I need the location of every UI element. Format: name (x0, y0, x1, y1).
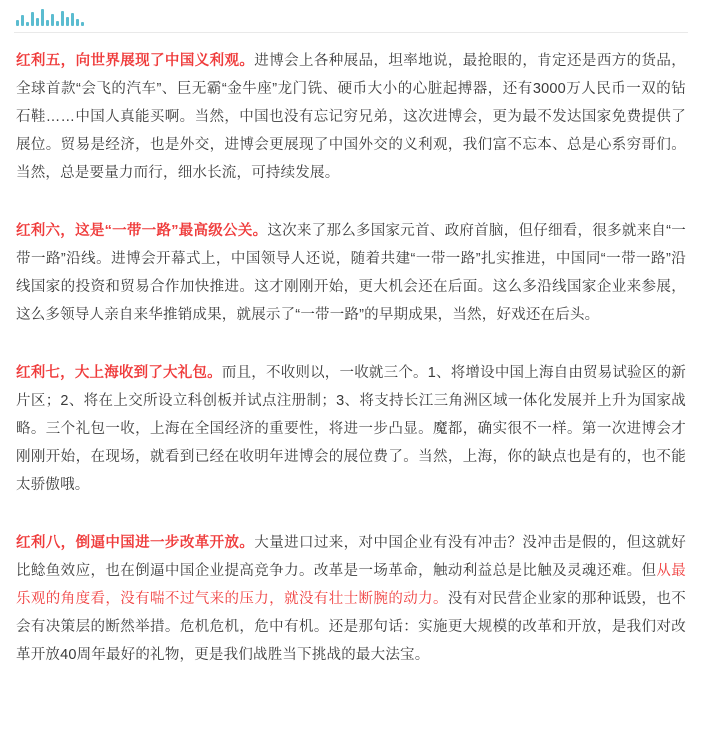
paragraph-8-heading: 红利八，倒逼中国进一步改革开放。 (16, 535, 255, 551)
paragraph-7 (16, 359, 686, 499)
paragraph-6 (16, 217, 686, 329)
paragraph-7-body: 而且，不收则以，一收就三个。1、将增设中国上海自由贸易试验区的新片区；2、将在上交所设立科创板并试点注册制；3、将支持长江三角洲区域一体化发展并上升为国家战略。三个礼包一收，上海在全国经济的重要性，将进一步凸显。魔都，确实很不一样。第一次进博会才刚刚开始，在现场，就看到已经在收明年进博会的展位费了。当然，上海，你的缺点也是有的，也不能太骄傲哦。 (16, 365, 686, 493)
paragraph-8 (16, 529, 686, 669)
header-bar (14, 0, 688, 28)
paragraph-5-body: 进博会上各种展品，坦率地说，最抢眼的，肯定还是西方的货品，全球首款“会飞的汽车”、巨无霸“金牛座”龙门铣、硬币大小的心脏起搏器，还有3000万人民币一双的钻石鞋……中国人真能买啊。当然，中国也没有忘记穷兄弟，这次进博会，更为最不发达国家免费提供了展位。贸易是经济，也是外交，进博会更展现了中国外交的义利观，我们富不忘本、总是心系穷哥们。当然，总是要量力而行，细水长流，可持续发展。 (16, 53, 686, 181)
article-body (14, 47, 688, 669)
paragraph-8-body-part-2: 没有对民营企业家的那种诋毁，也不会有决策层的断然举措。危机危机，危中有机。还是那句话：实施更大规模的改革和开放，是我们对改革开放40周年最好的礼物，更是我们战胜当下挑战的最大法宝。 (16, 591, 686, 663)
audio-equalizer-icon (16, 6, 84, 26)
paragraph-6-heading: 红利六，这是“一带一路”最高级公关。 (16, 223, 268, 239)
header-divider (14, 32, 688, 33)
paragraph-8-body-part-1: 大量进口过来，对中国企业有没有冲击？没冲击是假的，但这就好比鲶鱼效应，也在倒逼中国企业提高竞争力。改革是一场革命，触动利益总是比触及灵魂还难。但 (16, 535, 686, 579)
paragraph-6-body: 这次来了那么多国家元首、政府首脑，但仔细看，很多就来自“一带一路”沿线。进博会开幕式上，中国领导人还说，随着共建“一带一路”扎实推进，中国同“一带一路”沿线国家的投资和贸易合作加快推进。这才刚刚开始，更大机会还在后面。这么多沿线国家企业来参展，这么多领导人亲自来华推销成果，就展示了“一带一路”的早期成果，当然，好戏还在后头。 (16, 223, 686, 323)
paragraph-8-emphasis: 从最乐观的角度看，没有喘不过气来的压力，就没有壮士断腕的动力。 (16, 563, 686, 607)
paragraph-5-heading: 红利五，向世界展现了中国义利观。 (16, 53, 255, 69)
paragraph-5 (16, 47, 686, 187)
paragraph-7-heading: 红利七，大上海收到了大礼包。 (16, 365, 222, 381)
